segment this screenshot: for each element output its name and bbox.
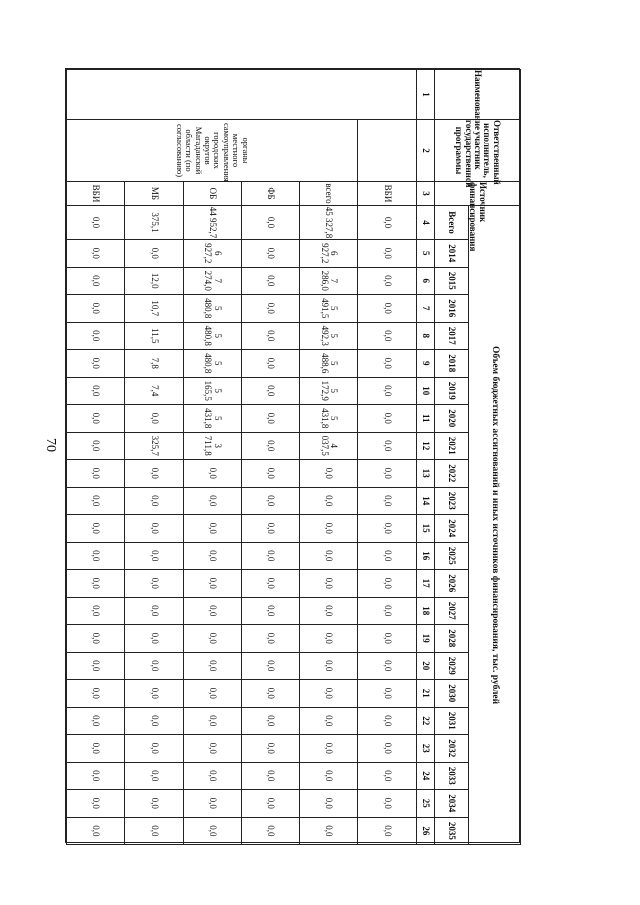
header-year: 2018 [434,350,468,378]
column-number: 26 [416,817,434,845]
year-value-cell: 0,0 [358,542,416,570]
column-number: 23 [416,735,434,763]
column-number: 6 [416,267,434,295]
header-year: 2027 [434,597,468,625]
header-year: 2019 [434,377,468,405]
total-cell: 375,1 [125,206,183,240]
name-cell [67,70,417,120]
year-value-cell: 0,0 [183,790,241,818]
year-value-cell: 0,0 [67,240,125,268]
column-number: 20 [416,652,434,680]
column-number: 3 [416,182,434,206]
year-value-cell: 0,0 [241,680,299,708]
year-value-cell: 0,0 [67,652,125,680]
year-value-cell: 0,0 [183,570,241,598]
column-number: 19 [416,625,434,653]
year-value-cell: 0,0 [241,762,299,790]
year-value-cell: 0,0 [125,570,183,598]
header-total: Всего [434,206,468,240]
year-value-cell: 0,0 [67,350,125,378]
year-value-cell: 0,0 [358,707,416,735]
year-value-cell: 0,0 [358,652,416,680]
year-value-cell: 0,0 [358,295,416,323]
year-value-cell: 0,0 [358,817,416,845]
year-value-cell: 325,7 [125,432,183,460]
year-value-cell: 0,0 [358,515,416,543]
year-value-cell: 0,0 [125,652,183,680]
source-cell: всего [300,182,358,206]
total-cell: 0,0 [241,206,299,240]
year-value-cell: 0,0 [300,817,358,845]
year-value-cell: 0,0 [241,487,299,515]
year-value-cell: 0,0 [300,707,358,735]
year-value-cell: 0,0 [183,762,241,790]
header-year: 2015 [434,267,468,295]
year-value-cell: 0,0 [300,515,358,543]
year-value-cell: 0,0 [358,570,416,598]
column-number: 8 [416,322,434,350]
header-year: 2029 [434,652,468,680]
year-value-cell: 0,0 [358,240,416,268]
year-value-cell: 0,0 [241,707,299,735]
year-value-cell: 0,0 [67,405,125,433]
column-number: 9 [416,350,434,378]
column-number: 18 [416,597,434,625]
year-value-cell: 0,0 [183,487,241,515]
year-value-cell: 0,0 [125,487,183,515]
header-year: 2026 [434,570,468,598]
budget-table [66,69,521,845]
header-year: 2014 [434,240,468,268]
year-value-cell: 0,0 [241,240,299,268]
source-cell: ФБ [241,182,299,206]
header-year: 2020 [434,405,468,433]
year-value-cell: 0,0 [67,680,125,708]
year-value-cell: 0,0 [125,405,183,433]
header-executor: Ответственный исполнитель, участник государственной программы [434,120,520,182]
source-cell: ВБИ [358,182,416,206]
year-value-cell: 0,0 [125,542,183,570]
year-value-cell: 0,0 [358,460,416,488]
year-value-cell: 0,0 [183,625,241,653]
header-year: 2035 [434,817,468,845]
column-number: 25 [416,790,434,818]
year-value-cell: 0,0 [183,707,241,735]
column-number: 7 [416,295,434,323]
year-value-cell: 0,0 [300,597,358,625]
year-value-cell: 0,0 [125,597,183,625]
total-cell: 44 952,7 [183,206,241,240]
total-cell: 0,0 [358,206,416,240]
header-year: 2022 [434,460,468,488]
year-value-cell: 12,0 [125,267,183,295]
year-value-cell: 0,0 [183,542,241,570]
executor-cell: органы местного самоуправления городских округов Магаданской области (по согласованию) [67,120,358,182]
year-value-cell: 0,0 [67,542,125,570]
header-year: 2024 [434,515,468,543]
year-value-cell: 7,4 [125,377,183,405]
header-source: Источник финансирования [434,182,520,206]
header-year: 2033 [434,762,468,790]
year-value-cell: 0,0 [241,295,299,323]
year-value-cell: 0,0 [300,735,358,763]
year-value-cell: 0,0 [67,377,125,405]
year-value-cell: 5 480,8 [183,350,241,378]
year-value-cell: 0,0 [125,735,183,763]
year-value-cell: 0,0 [241,460,299,488]
year-value-cell: 0,0 [125,707,183,735]
year-value-cell: 0,0 [241,597,299,625]
year-value-cell: 0,0 [241,267,299,295]
year-value-cell: 0,0 [358,762,416,790]
column-number: 11 [416,405,434,433]
year-value-cell: 0,0 [183,515,241,543]
total-cell: 0,0 [67,206,125,240]
year-value-cell: 0,0 [358,322,416,350]
column-number: 5 [416,240,434,268]
year-value-cell: 0,0 [300,680,358,708]
year-value-cell: 5 492,3 [300,322,358,350]
year-value-cell: 0,0 [67,487,125,515]
header-year: 2028 [434,625,468,653]
year-value-cell: 0,0 [125,625,183,653]
year-value-cell: 7,8 [125,350,183,378]
header-year: 2021 [434,432,468,460]
column-number: 2 [416,120,434,182]
header-year: 2017 [434,322,468,350]
year-value-cell: 3 711,8 [183,432,241,460]
year-value-cell: 0,0 [300,625,358,653]
year-value-cell: 0,0 [67,597,125,625]
year-value-cell: 6 927,2 [300,240,358,268]
year-value-cell: 0,0 [125,460,183,488]
year-value-cell: 7 286,0 [300,267,358,295]
table-row [183,70,241,845]
table-row [67,70,125,845]
year-value-cell: 0,0 [300,487,358,515]
year-value-cell: 0,0 [241,790,299,818]
year-value-cell: 0,0 [358,405,416,433]
source-cell: ОБ [183,182,241,206]
year-value-cell: 0,0 [67,295,125,323]
year-value-cell: 0,0 [183,652,241,680]
column-number: 13 [416,460,434,488]
year-value-cell: 5 172,9 [300,377,358,405]
year-value-cell: 0,0 [241,570,299,598]
year-value-cell: 0,0 [241,405,299,433]
year-value-cell: 0,0 [300,652,358,680]
executor-cell-empty [358,120,416,182]
table-row [358,70,416,845]
year-value-cell: 0,0 [67,817,125,845]
year-value-cell: 0,0 [300,762,358,790]
column-number: 14 [416,487,434,515]
year-value-cell: 0,0 [67,707,125,735]
column-number: 12 [416,432,434,460]
header-name: Наименование [434,70,520,120]
year-value-cell: 0,0 [125,240,183,268]
year-value-cell: 7 274,0 [183,267,241,295]
year-value-cell: 0,0 [300,460,358,488]
total-cell: 45 327,8 [300,206,358,240]
column-number: 1 [416,70,434,120]
header-year: 2030 [434,680,468,708]
column-number: 21 [416,680,434,708]
year-value-cell: 0,0 [183,460,241,488]
header-year: 2031 [434,707,468,735]
year-value-cell: 0,0 [125,515,183,543]
year-value-cell: 0,0 [358,625,416,653]
year-value-cell: 0,0 [241,350,299,378]
table-row [300,70,358,845]
year-value-cell: 0,0 [67,267,125,295]
column-number: 22 [416,707,434,735]
year-value-cell: 4 037,5 [300,432,358,460]
year-value-cell: 0,0 [241,377,299,405]
year-value-cell: 0,0 [241,432,299,460]
year-value-cell: 0,0 [358,680,416,708]
year-value-cell: 11,5 [125,322,183,350]
column-number: 17 [416,570,434,598]
year-value-cell: 0,0 [125,790,183,818]
column-number: 15 [416,515,434,543]
column-number: 24 [416,762,434,790]
year-value-cell: 0,0 [67,625,125,653]
year-value-cell: 0,0 [125,817,183,845]
year-value-cell: 5 431,8 [183,405,241,433]
year-value-cell: 0,0 [67,790,125,818]
source-cell: ВБИ [67,182,125,206]
year-value-cell: 0,0 [125,680,183,708]
year-value-cell: 6 927,2 [183,240,241,268]
year-value-cell: 5 431,8 [300,405,358,433]
table-row [241,70,299,845]
column-number: 10 [416,377,434,405]
year-value-cell: 0,0 [125,762,183,790]
year-value-cell: 0,0 [358,790,416,818]
year-value-cell: 0,0 [241,817,299,845]
header-volume: Объем бюджетных ассигнований и иных источников финансирования, тыс. рублей [468,206,520,845]
year-value-cell: 0,0 [300,790,358,818]
year-value-cell: 0,0 [358,735,416,763]
table-row [125,70,183,845]
year-value-cell: 0,0 [183,597,241,625]
year-value-cell: 0,0 [241,515,299,543]
header-year: 2025 [434,542,468,570]
column-number: 16 [416,542,434,570]
header-year: 2032 [434,735,468,763]
year-value-cell: 0,0 [300,570,358,598]
year-value-cell: 0,0 [358,432,416,460]
year-value-cell: 0,0 [241,542,299,570]
year-value-cell: 5 480,8 [183,295,241,323]
year-value-cell: 0,0 [67,570,125,598]
year-value-cell: 0,0 [358,597,416,625]
year-value-cell: 0,0 [183,735,241,763]
source-cell: МБ [125,182,183,206]
year-value-cell: 0,0 [358,267,416,295]
year-value-cell: 0,0 [358,487,416,515]
year-value-cell: 0,0 [67,432,125,460]
year-value-cell: 10,7 [125,295,183,323]
year-value-cell: 0,0 [67,762,125,790]
year-value-cell: 0,0 [241,625,299,653]
year-value-cell: 0,0 [241,322,299,350]
year-value-cell: 0,0 [241,735,299,763]
header-year: 2023 [434,487,468,515]
year-value-cell: 0,0 [183,680,241,708]
year-value-cell: 5 480,8 [183,322,241,350]
year-value-cell: 5 491,5 [300,295,358,323]
year-value-cell: 0,0 [67,735,125,763]
year-value-cell: 5 488,6 [300,350,358,378]
year-value-cell: 0,0 [183,817,241,845]
header-year: 2034 [434,790,468,818]
year-value-cell: 0,0 [358,377,416,405]
year-value-cell: 0,0 [300,542,358,570]
year-value-cell: 0,0 [241,652,299,680]
year-value-cell: 0,0 [67,460,125,488]
year-value-cell: 0,0 [67,322,125,350]
page-number: 70 [43,438,58,452]
header-year: 2016 [434,295,468,323]
column-number: 4 [416,206,434,240]
year-value-cell: 0,0 [67,515,125,543]
year-value-cell: 0,0 [358,350,416,378]
year-value-cell: 5 165,5 [183,377,241,405]
budget-table-sheet [65,68,520,843]
